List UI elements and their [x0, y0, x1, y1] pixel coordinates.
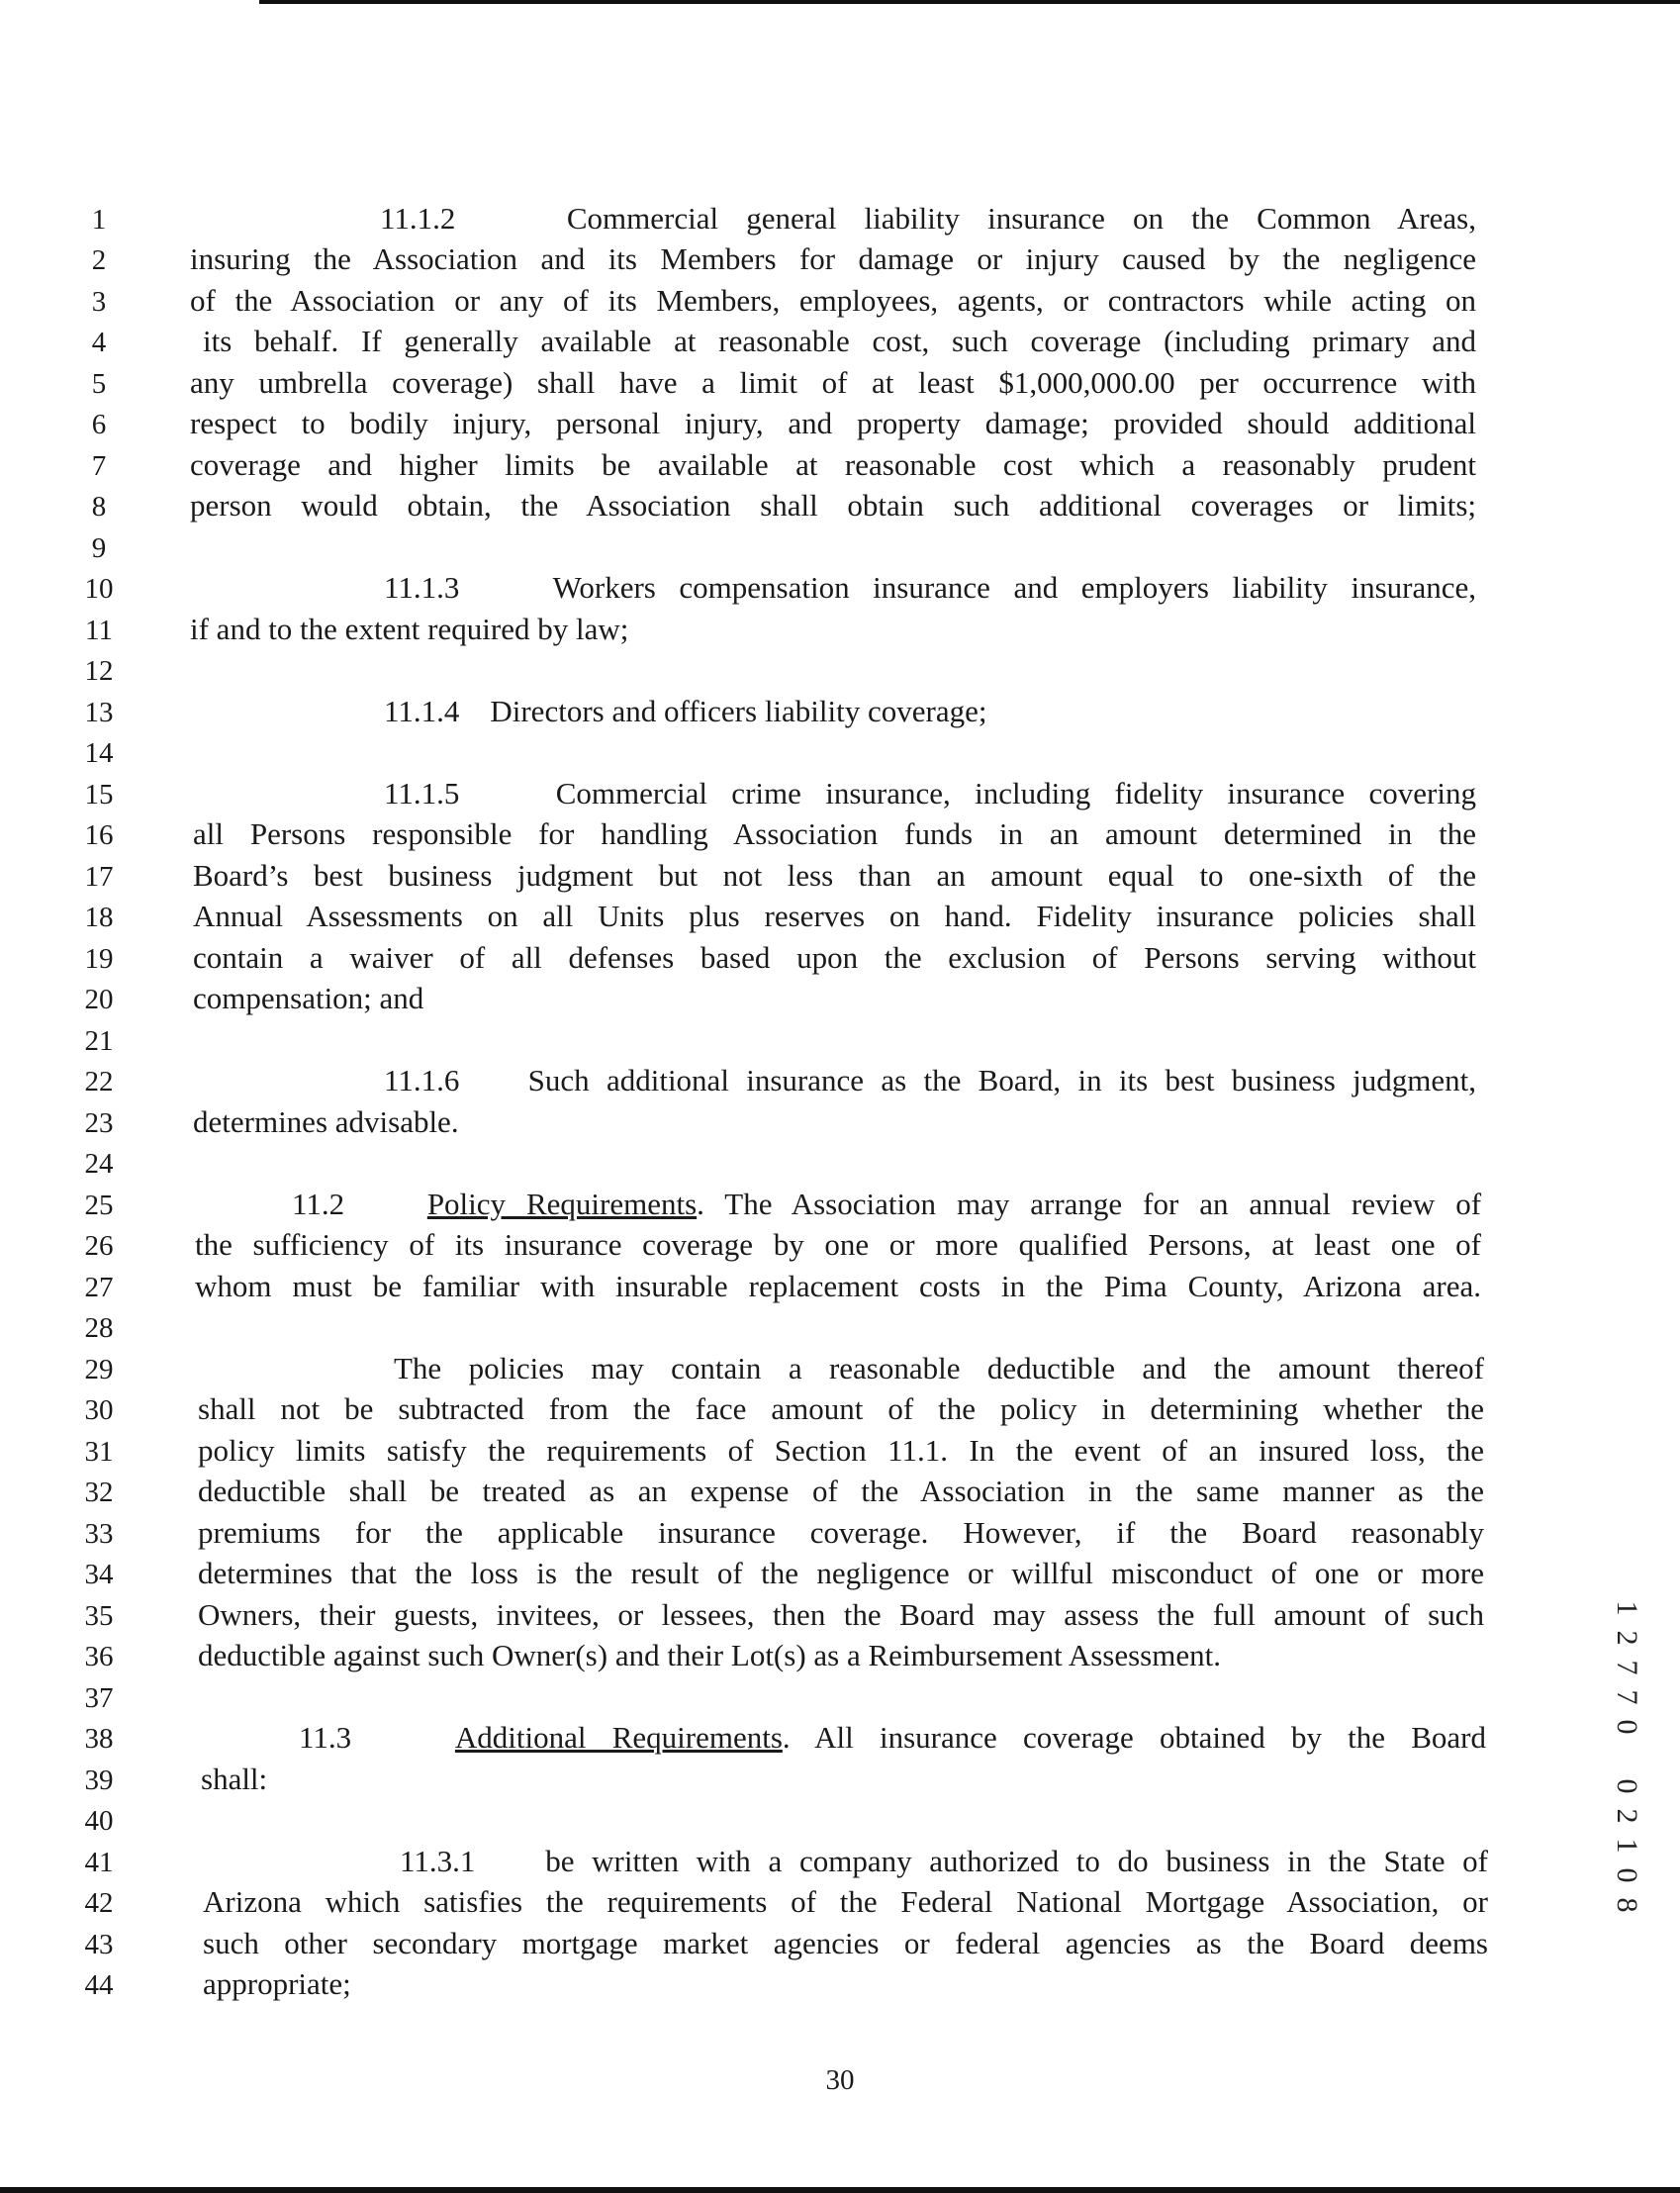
- margin-code-char: 0: [1611, 1778, 1643, 1794]
- line-number: 44: [84, 1969, 114, 2001]
- paragraph-line: Arizona which satisfies the requirements of the Federal National Mortgage Association, or: [203, 1884, 1488, 1919]
- margin-code-char: 2: [1611, 1630, 1643, 1646]
- margin-code-char: 7: [1611, 1689, 1643, 1705]
- line-number: 38: [84, 1723, 114, 1755]
- paragraph-line: 11.1.5 Commercial crime insurance, including fidelity insurance covering: [384, 776, 1476, 810]
- line-number: 34: [84, 1559, 114, 1590]
- paragraph-line: appropriate;: [203, 1966, 351, 2001]
- line-number: 4: [91, 327, 107, 358]
- line-number: 26: [84, 1230, 114, 1262]
- paragraph-line: whom must be familiar with insurable replacement costs in the Pima County, Arizona area.: [195, 1269, 1481, 1303]
- line-number: 24: [84, 1148, 114, 1180]
- paragraph-line: determines advisable.: [193, 1104, 459, 1139]
- line-number: 16: [84, 819, 114, 851]
- line-number: 2: [91, 244, 107, 276]
- line-number: 23: [84, 1107, 114, 1139]
- line-number: 8: [91, 491, 107, 523]
- line-number: 1: [91, 204, 107, 236]
- line-number: 39: [84, 1764, 114, 1796]
- line-number: 15: [84, 779, 114, 810]
- line-number: 3: [91, 286, 107, 318]
- paragraph-line: respect to bodily injury, personal injury, and property damage; provided should additional: [190, 406, 1476, 440]
- paragraph-line: 11.3.1 be written with a company authorized to do business in the State of: [400, 1844, 1489, 1878]
- line-number: 11: [85, 615, 113, 646]
- line-number: 18: [84, 902, 114, 933]
- line-number: 19: [84, 943, 114, 975]
- paragraph-line: any umbrella coverage) shall have a limit of at least $1,000,000.00 per occurrence with: [190, 365, 1476, 400]
- section-number: 11.3: [299, 1720, 352, 1755]
- line-number: 25: [84, 1190, 114, 1221]
- line-number: 13: [84, 697, 114, 728]
- section-number: 11.1.2: [380, 201, 456, 236]
- line-number: 33: [84, 1518, 114, 1550]
- paragraph-line: if and to the extent required by law;: [190, 612, 629, 646]
- paragraph-line: its behalf. If generally available at reasonable cost, such coverage (including primary and: [203, 324, 1476, 358]
- paragraph-line: Board’s best business judgment but not less than an amount equal to one-sixth of the: [193, 858, 1476, 893]
- margin-code-char: 1: [1611, 1838, 1643, 1854]
- line-number: 35: [84, 1600, 114, 1632]
- paragraph-line: of the Association or any of its Members, employees, agents, or contractors while acting on: [190, 283, 1476, 318]
- margin-code-char: 7: [1611, 1660, 1643, 1675]
- paragraph-line: all Persons responsible for handling Association funds in an amount determined in the: [193, 816, 1476, 851]
- section-number: 11.1.5: [384, 776, 460, 810]
- paragraph-line: 11.1.4 Directors and officers liability coverage;: [384, 694, 987, 728]
- paragraph-line: coverage and higher limits be available at reasonable cost which a reasonably prudent: [190, 447, 1476, 482]
- paragraph-line: insuring the Association and its Members for damage or injury caused by the negligence: [190, 241, 1476, 276]
- line-number: 17: [84, 861, 114, 893]
- line-number: 5: [91, 368, 107, 400]
- section-heading: Policy Requirements: [426, 1187, 698, 1221]
- line-number: 22: [84, 1066, 114, 1097]
- line-number: 20: [84, 984, 114, 1015]
- line-number: 31: [84, 1436, 114, 1468]
- paragraph-line: compensation; and: [193, 981, 424, 1015]
- margin-recording-code: [1607, 1593, 1646, 1920]
- paragraph-line: 11.1.3 Workers compensation insurance and employers liability insurance,: [384, 570, 1476, 605]
- line-number: 21: [84, 1025, 114, 1057]
- paragraph-line: the sufficiency of its insurance coverage by one or more qualified Persons, at least one of: [195, 1227, 1481, 1262]
- paragraph-line: contain a waiver of all defenses based upon the exclusion of Persons serving without: [193, 940, 1476, 975]
- line-number: 12: [84, 655, 114, 687]
- section-number: 11.1.4: [384, 694, 460, 728]
- page-number: 30: [825, 2064, 855, 2096]
- line-number: 30: [84, 1394, 114, 1426]
- paragraph-line: The policies may contain a reasonable deductible and the amount thereof: [394, 1351, 1484, 1385]
- section-number: 11.1.3: [384, 570, 460, 605]
- line-number: 43: [84, 1929, 114, 1960]
- line-number: 9: [91, 532, 107, 564]
- paragraph-line: premiums for the applicable insurance coverage. However, if the Board reasonably: [198, 1515, 1484, 1550]
- line-number: 42: [84, 1887, 114, 1919]
- paragraph-line: shall:: [201, 1762, 268, 1796]
- line-number: 40: [84, 1805, 114, 1837]
- line-number: 6: [91, 409, 107, 440]
- paragraph-line: deductible against such Owner(s) and their Lot(s) as a Reimbursement Assessment.: [198, 1638, 1221, 1672]
- margin-code-char: 8: [1611, 1897, 1643, 1913]
- section-heading: Additional Requirements: [454, 1720, 783, 1755]
- margin-code-char: 2: [1611, 1808, 1643, 1824]
- paragraph-line: 11.3 Additional Requirements. All insurance coverage obtained by the Board: [299, 1720, 1486, 1755]
- paragraph-line: such other secondary mortgage market agencies or federal agencies as the Board deems: [203, 1926, 1488, 1960]
- line-number: 36: [84, 1641, 114, 1672]
- paragraph-line: policy limits satisfy the requirements of Section 11.1. In the event of an insured loss, the: [198, 1433, 1484, 1468]
- paragraph-line: shall not be subtracted from the face amount of the policy in determining whether the: [198, 1391, 1484, 1426]
- paragraph-line: deductible shall be treated as an expense of the Association in the same manner as the: [198, 1474, 1484, 1508]
- line-number: 7: [91, 450, 107, 482]
- line-number: 28: [84, 1312, 114, 1344]
- margin-code-char: 1: [1611, 1600, 1643, 1616]
- line-number: 41: [84, 1847, 114, 1878]
- paragraph-line: 11.1.2 Commercial general liability insurance on the Common Areas,: [380, 201, 1476, 236]
- line-number: 29: [84, 1354, 114, 1385]
- line-number: 37: [84, 1682, 114, 1714]
- bottom-border-rule: [0, 2187, 1680, 2193]
- paragraph-line: 11.1.6 Such additional insurance as the Board, in its best business judgment,: [384, 1063, 1477, 1097]
- line-number: 27: [84, 1272, 114, 1303]
- margin-code-char: 0: [1611, 1867, 1643, 1883]
- paragraph-line: Owners, their guests, invitees, or lessees, then the Board may assess the full amount of such: [198, 1597, 1484, 1632]
- margin-code-char: 0: [1611, 1719, 1643, 1735]
- section-number: 11.2: [292, 1187, 345, 1221]
- paragraph-line: determines that the loss is the result of the negligence or willful misconduct of one or more: [198, 1556, 1484, 1590]
- section-number: 11.3.1: [400, 1844, 476, 1878]
- paragraph-line: Annual Assessments on all Units plus reserves on hand. Fidelity insurance policies shall: [193, 899, 1476, 933]
- paragraph-line: person would obtain, the Association shall obtain such additional coverages or limits;: [190, 488, 1476, 523]
- line-number: 32: [84, 1477, 114, 1508]
- top-border-rule: [259, 0, 1680, 4]
- line-number: 14: [84, 737, 114, 769]
- section-number: 11.1.6: [384, 1063, 460, 1097]
- paragraph-line: 11.2 Policy Requirements. The Association may arrange for an annual review of: [292, 1187, 1482, 1221]
- line-number: 10: [84, 573, 114, 605]
